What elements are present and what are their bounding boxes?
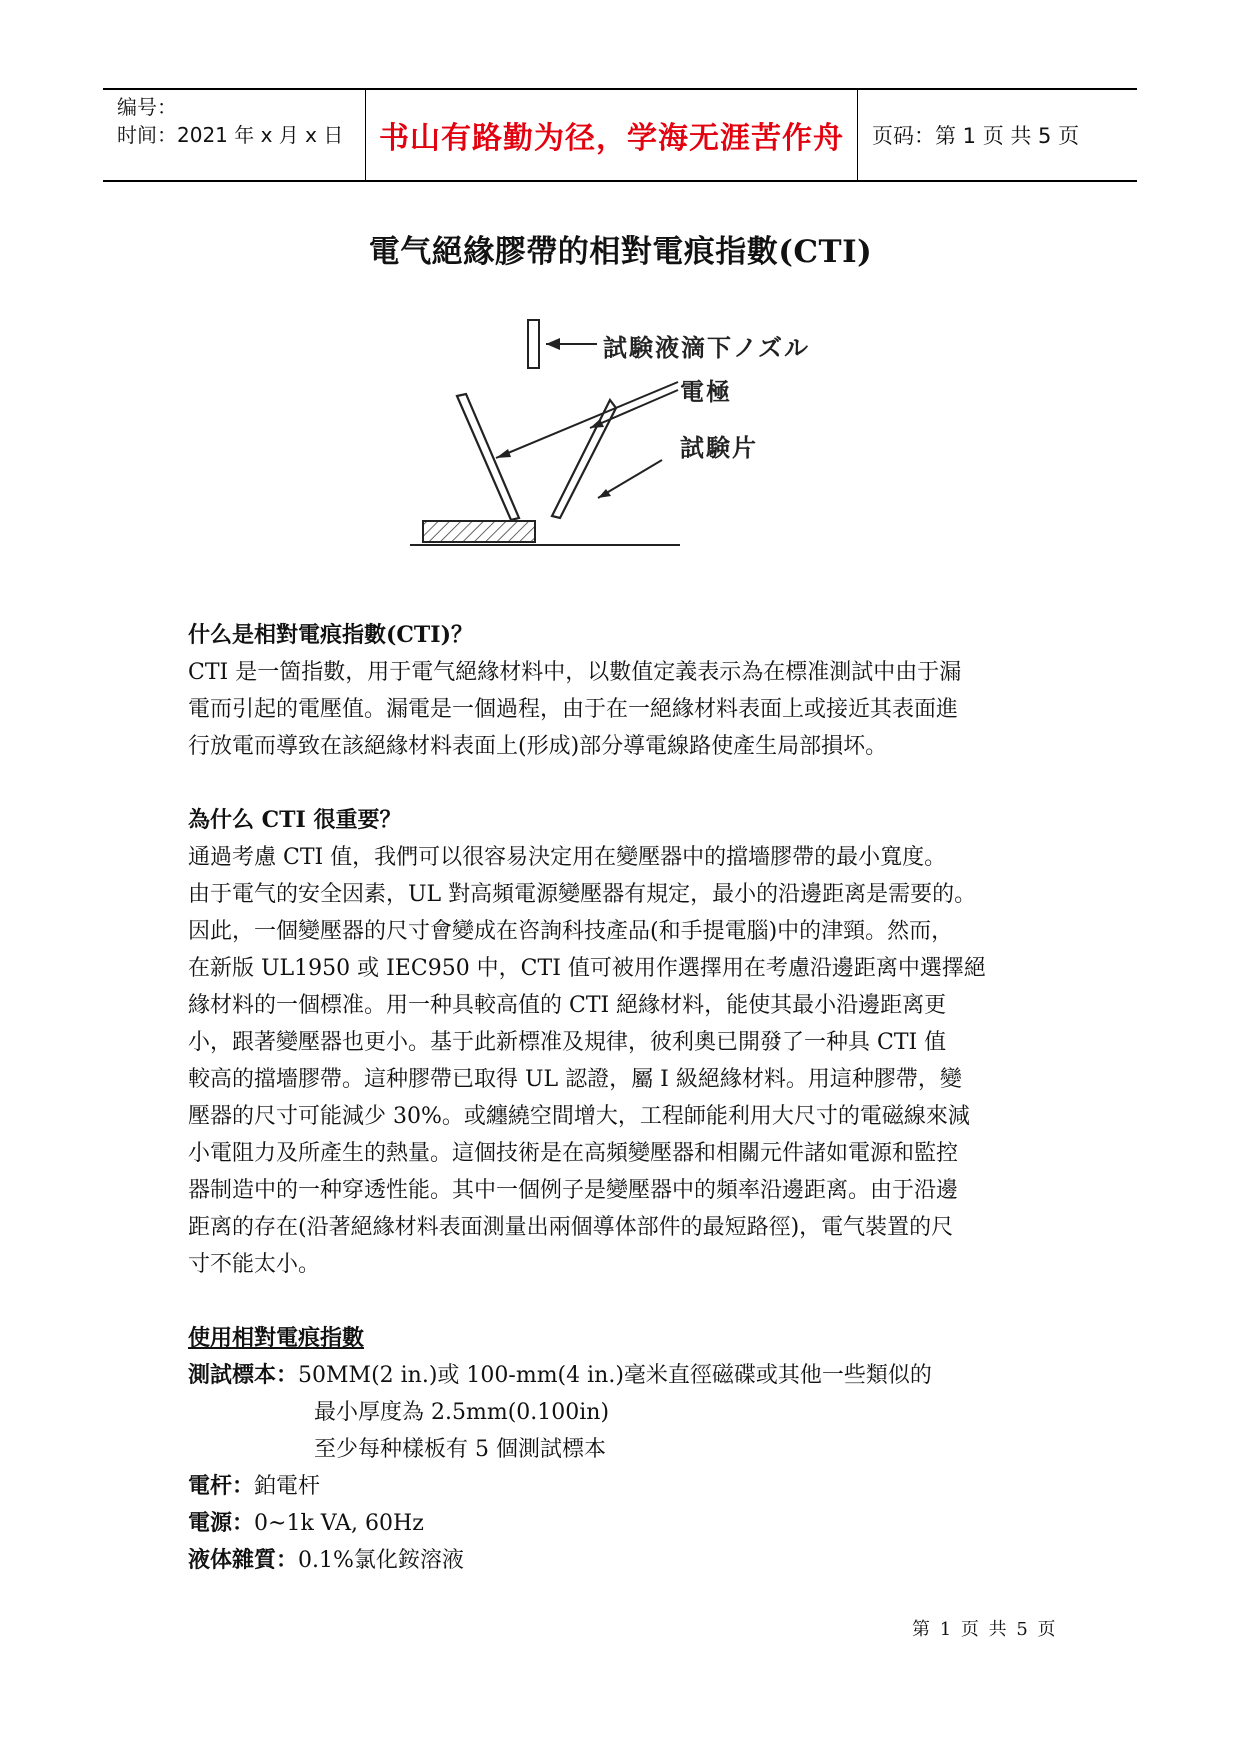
section2-heading: 為什么 CTI 很重要？ <box>188 807 402 833</box>
electrode-leader-right <box>590 390 678 428</box>
page-footer: 第 1 页 共 5 页 <box>912 1619 1058 1640</box>
spec-specimen-value: 50MM(2 in.)或 100-mm(4 in.)毫米直徑磁碟或其他一些類似的 <box>298 1363 932 1388</box>
section2-line: 通過考慮 CTI 值，我們可以很容易決定用在變壓器中的擋墻膠帶的最小寬度。 <box>188 845 947 870</box>
nozzle-shape <box>528 320 539 368</box>
nozzle-label: 試験液滴下ノズル <box>603 334 811 362</box>
time-label: 时间：2021 年 x 月 x 日 <box>117 123 344 147</box>
header-motto: 书山有路勤为径，学海无涯苦作舟 <box>366 90 858 180</box>
spec-list <box>188 1357 1068 1579</box>
spec-specimen-line: 至少每种樣板有 5 個測試標本 <box>314 1437 606 1462</box>
specimen-label: 試験片 <box>680 434 758 462</box>
section1-heading: 什么是相對電痕指數(CTI)？ <box>188 622 473 648</box>
spec-electrode-label: 電杆： <box>188 1473 255 1499</box>
section2-line: 器制造中的一种穿透性能。其中一個例子是變壓器中的頻率沿邊距离。由于沿邊 <box>188 1178 959 1203</box>
section2-line: 小，跟著變壓器也更小。基于此新標准及規律，彼利奧已開發了一种具 CTI 值 <box>188 1030 947 1055</box>
section2-line: 較高的擋墻膠帶。這种膠帶已取得 UL 認證，屬 I 級絕緣材料。用這种膠帶，變 <box>188 1067 962 1092</box>
document-title: 電气絕緣膠帶的相對電痕指數(CTI) <box>368 234 873 270</box>
number-label: 编号： <box>117 95 177 119</box>
section2-line: 小電阻力及所產生的熱量。這個技術是在高頻變壓器和相關元件諸如電源和監控 <box>188 1141 959 1166</box>
section2-line: 由于電气的安全因素，UL 對高頻電源變壓器有規定，最小的沿邊距离是需要的。 <box>188 882 977 907</box>
spec-specimen-label: 測試標本： <box>188 1362 299 1388</box>
section3-heading: 使用相對電痕指數 <box>188 1325 365 1351</box>
page-header <box>103 88 1137 182</box>
section1-line: 電而引起的電壓值。漏電是一個過程，由于在一絕緣材料表面上或接近其表面進 <box>188 697 959 722</box>
specimen-block <box>423 521 535 542</box>
spec-liquid-value: 0.1%氯化銨溶液 <box>298 1548 464 1573</box>
spec-power <box>188 1505 1068 1542</box>
document-body <box>188 617 1068 1579</box>
spec-specimen <box>188 1357 1068 1394</box>
right-electrode <box>552 400 616 518</box>
spec-electrode-value: 鉑電杆 <box>254 1474 321 1499</box>
spec-power-value: 0~1k VA, 60Hz <box>254 1511 424 1536</box>
section2-line: 距离的存在(沿著絕緣材料表面測量出兩個導体部件的最短路徑)，電气裝置的尺 <box>188 1215 954 1240</box>
header-page-code: 页码：第 1 页 共 5 页 <box>872 124 1080 148</box>
section2-line: 在新版 UL1950 或 IEC950 中，CTI 值可被用作選擇用在考慮沿邊距离中選擇絕 <box>188 956 986 981</box>
section2-line: 壓器的尺寸可能減少 30%。或纏繞空間增大，工程師能利用大尺寸的電磁線來減 <box>188 1104 970 1129</box>
section2-line: 緣材料的一個標准。用一种具較高值的 CTI 絕緣材料，能使其最小沿邊距离更 <box>188 993 947 1018</box>
spec-liquid <box>188 1542 1068 1579</box>
spec-electrode <box>188 1468 1068 1505</box>
spec-power-label: 電源： <box>188 1510 255 1536</box>
section2-line: 因此，一個變壓器的尺寸會變成在咨詢科技產品(和手提電腦)中的津頸。然而， <box>188 919 954 944</box>
section1-line: 行放電而導致在該絕緣材料表面上(形成)部分導電線路使產生局部損坏。 <box>188 734 888 759</box>
header-meta <box>103 90 366 180</box>
cti-test-diagram <box>400 310 860 560</box>
section1-line: CTI 是一箇指數，用于電气絕緣材料中，以數值定義表示為在標准測試中由于漏 <box>188 660 962 685</box>
spec-liquid-label: 液体雜質： <box>188 1547 299 1573</box>
section2-line: 寸不能太小。 <box>188 1252 321 1277</box>
spec-specimen-line: 最小厚度為 2.5mm(0.100in) <box>314 1400 610 1425</box>
electrode-label: 電極 <box>680 378 732 406</box>
